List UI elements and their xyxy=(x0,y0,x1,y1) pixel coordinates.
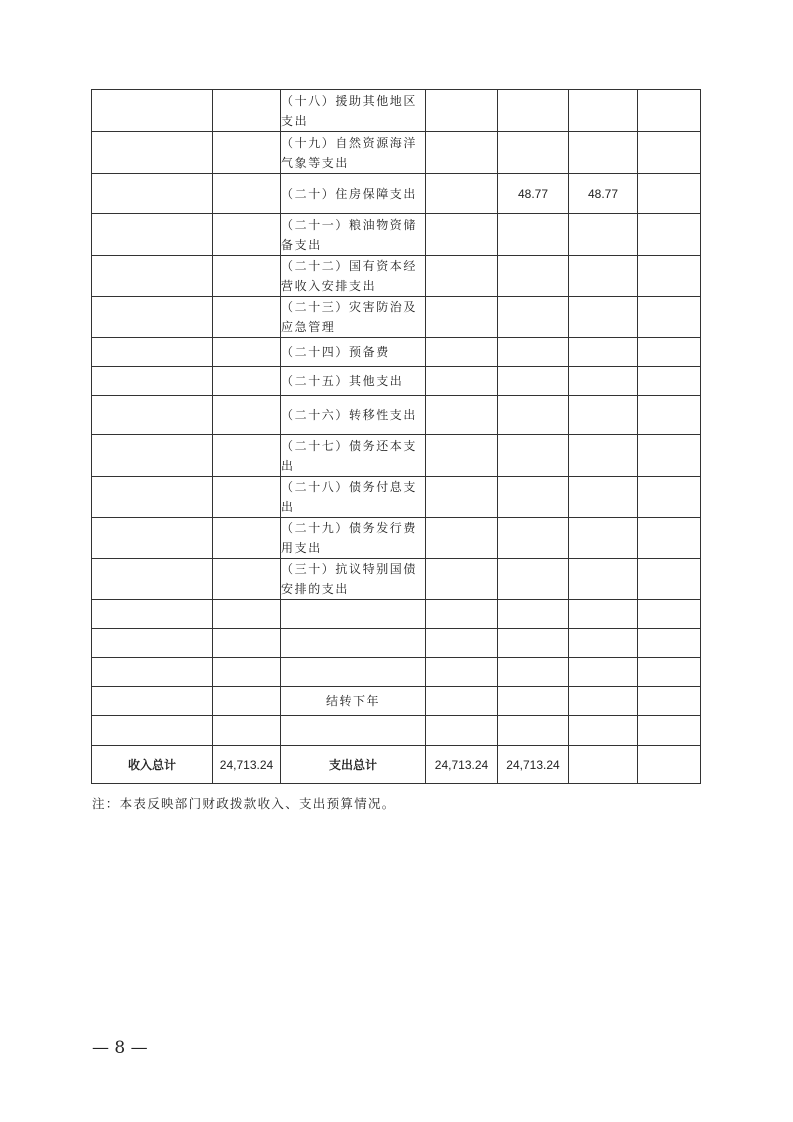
amount-cell xyxy=(426,174,498,214)
page-number: — 8 — xyxy=(92,1038,148,1058)
empty-row xyxy=(92,600,701,629)
table-row xyxy=(92,90,701,132)
amount-cell xyxy=(426,559,498,600)
table-row xyxy=(92,477,701,518)
amount-cell xyxy=(498,297,569,338)
amount-cell xyxy=(426,396,498,435)
income-total-value: 24,713.24 xyxy=(213,746,281,784)
amount-cell xyxy=(569,367,638,396)
expense-item-label: （二十四）预备费 xyxy=(281,338,426,367)
amount-cell xyxy=(498,518,569,559)
expense-item-label: （二十六）转移性支出 xyxy=(281,396,426,435)
expense-total-value-general: 24,713.24 xyxy=(498,746,569,784)
amount-cell xyxy=(498,338,569,367)
amount-cell: 48.77 xyxy=(498,174,569,214)
table-row xyxy=(92,435,701,477)
table-row xyxy=(92,367,701,396)
amount-cell xyxy=(498,477,569,518)
expense-total-label: 支出总计 xyxy=(281,746,426,784)
amount-cell xyxy=(426,256,498,297)
amount-cell xyxy=(498,256,569,297)
expense-item-label: （三十）抗议特别国债安排的支出 xyxy=(281,559,426,600)
amount-cell: 48.77 xyxy=(569,174,638,214)
amount-cell xyxy=(426,518,498,559)
expense-item-label: （二十三）灾害防治及应急管理 xyxy=(281,297,426,338)
amount-cell xyxy=(426,297,498,338)
expense-item-label: （二十九）债务发行费用支出 xyxy=(281,518,426,559)
table-note: 注：本表反映部门财政拨款收入、支出预算情况。 xyxy=(92,796,396,811)
table-row xyxy=(92,338,701,367)
amount-cell xyxy=(569,435,638,477)
table-row xyxy=(92,297,701,338)
carry-forward-row xyxy=(92,687,701,716)
amount-cell xyxy=(426,367,498,396)
amount-cell xyxy=(569,214,638,256)
table-row xyxy=(92,559,701,600)
table-row xyxy=(92,214,701,256)
income-total-label: 收入总计 xyxy=(92,746,213,784)
expense-item-label: （十八）援助其他地区支出 xyxy=(281,90,426,132)
amount-cell xyxy=(569,338,638,367)
amount-cell xyxy=(569,132,638,174)
amount-cell xyxy=(569,396,638,435)
amount-cell xyxy=(498,396,569,435)
table-row xyxy=(92,132,701,174)
amount-cell xyxy=(498,132,569,174)
amount-cell xyxy=(498,90,569,132)
table-row xyxy=(92,396,701,435)
amount-cell xyxy=(569,256,638,297)
table-row xyxy=(92,174,701,214)
amount-cell xyxy=(569,297,638,338)
carry-forward-label: 结转下年 xyxy=(281,687,426,716)
empty-row xyxy=(92,716,701,746)
amount-cell xyxy=(498,435,569,477)
amount-cell xyxy=(569,559,638,600)
amount-cell xyxy=(426,90,498,132)
table-row xyxy=(92,256,701,297)
amount-cell xyxy=(569,90,638,132)
amount-cell xyxy=(569,518,638,559)
amount-cell xyxy=(498,559,569,600)
expense-item-label: （二十八）债务付息支出 xyxy=(281,477,426,518)
budget-table xyxy=(91,89,701,784)
expense-item-label: （二十一）粮油物资储备支出 xyxy=(281,214,426,256)
empty-row xyxy=(92,658,701,687)
amount-cell xyxy=(569,477,638,518)
amount-cell xyxy=(498,367,569,396)
amount-cell xyxy=(426,132,498,174)
table-row xyxy=(92,518,701,559)
amount-cell xyxy=(426,338,498,367)
amount-cell xyxy=(498,214,569,256)
empty-row xyxy=(92,629,701,658)
expense-item-label: （二十五）其他支出 xyxy=(281,367,426,396)
expense-item-label: （二十）住房保障支出 xyxy=(281,174,426,214)
expense-item-label: （二十七）债务还本支出 xyxy=(281,435,426,477)
amount-cell xyxy=(426,477,498,518)
expense-item-label: （二十二）国有资本经营收入安排支出 xyxy=(281,256,426,297)
total-row xyxy=(92,746,701,784)
amount-cell xyxy=(426,214,498,256)
expense-total-value: 24,713.24 xyxy=(426,746,498,784)
expense-item-label: （十九）自然资源海洋气象等支出 xyxy=(281,132,426,174)
amount-cell xyxy=(426,435,498,477)
